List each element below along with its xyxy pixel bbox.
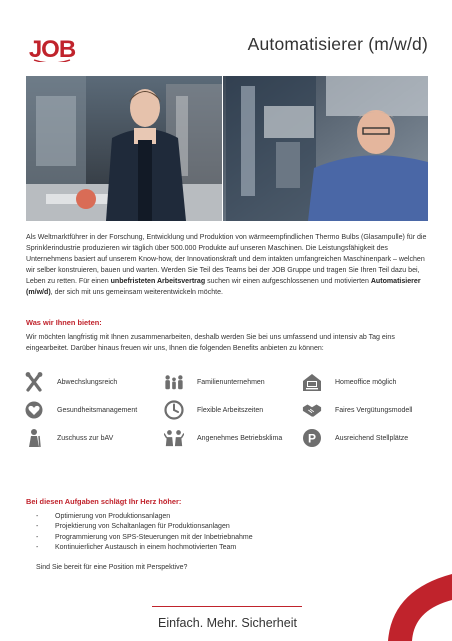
- list-item: - Programmierung von SPS-Steuerungen mit der Inbetriebnahme: [36, 533, 253, 541]
- intro-bold-contract: unbefristeten Arbeitsvertrag: [110, 278, 206, 286]
- intro-bold-position: Automatisierer (m/w/d): [26, 278, 421, 297]
- benefit-label: Abwechslungsreich: [57, 378, 118, 386]
- intro-text-2: suchen wir einen aufgeschlossenen und motivierten: [205, 278, 371, 286]
- benefit-label: Ausreichend Stellplätze: [335, 434, 409, 442]
- job-title: Automatisierer (m/w/d): [247, 34, 428, 54]
- svg-text:P: P: [307, 431, 317, 446]
- footer-slogan: Einfach. Mehr. Sicherheit: [158, 616, 297, 630]
- benefit-label: Homeoffice möglich: [335, 378, 397, 386]
- logo-text: JOB: [28, 36, 76, 62]
- closing-question: Sind Sie bereit für eine Position mit Perspektive?: [36, 564, 188, 571]
- benefit-label: Gesundheitsmanagement: [57, 406, 138, 414]
- benefit-label: Zuschuss zur bAV: [57, 434, 114, 442]
- offer-heading: Was wir Ihnen bieten:: [26, 318, 102, 327]
- benefit-label: Flexible Arbeitszeiten: [197, 406, 264, 414]
- list-item: - Optimierung von Produktionsanlagen: [36, 513, 171, 520]
- tasks-heading: Bei diesen Aufgaben schlägt Ihr Herz höher:: [26, 497, 182, 506]
- offer-paragraph: Wir möchten langfristig mit Ihnen zusammenarbeiten, deshalb werden Sie bei uns umfassend und intensiv ab Tag eins eingearbeitet. Darüber hinaus freuen wir uns, Ihnen die folgenden Benefits anbieten zu können:: [26, 334, 395, 352]
- intro-text-3: , der sich mit uns gemeinsam weiterentwickeln möchte.: [50, 289, 223, 297]
- intro-text-1: Als Weltmarktführer in der Forschung, Entwicklung und Produktion von wärmeempfindlichen Thermo Bulbs (Glasampulle) für die Sprinklerindustrie produzieren wir täglich über 500.000 Produkte auf unseren Maschinen. Die Leistungsfähigkeit des Unternehmens basiert auf unserem Know-how, der Innovationskraft und dem intakten umfangreichen Maschinenpark – welchen wir selber konstruieren, bauen und warten. Werden Sie Teil des Teams bei der JOB Gruppe und tragen Sie Ihren Teil dazu bei, Leben zu retten. Für einen: [26, 234, 427, 286]
- list-item: - Kontinuierlicher Austausch in einem hochmotivierten Team: [36, 544, 237, 552]
- benefit-label: Familienunternehmen: [197, 378, 265, 386]
- benefit-label: Faires Vergütungsmodell: [335, 406, 413, 414]
- benefit-label: Angenehmes Betriebsklima: [197, 434, 283, 442]
- list-item: - Projektierung von Schaltanlagen für Produktionsanlagen: [36, 523, 230, 531]
